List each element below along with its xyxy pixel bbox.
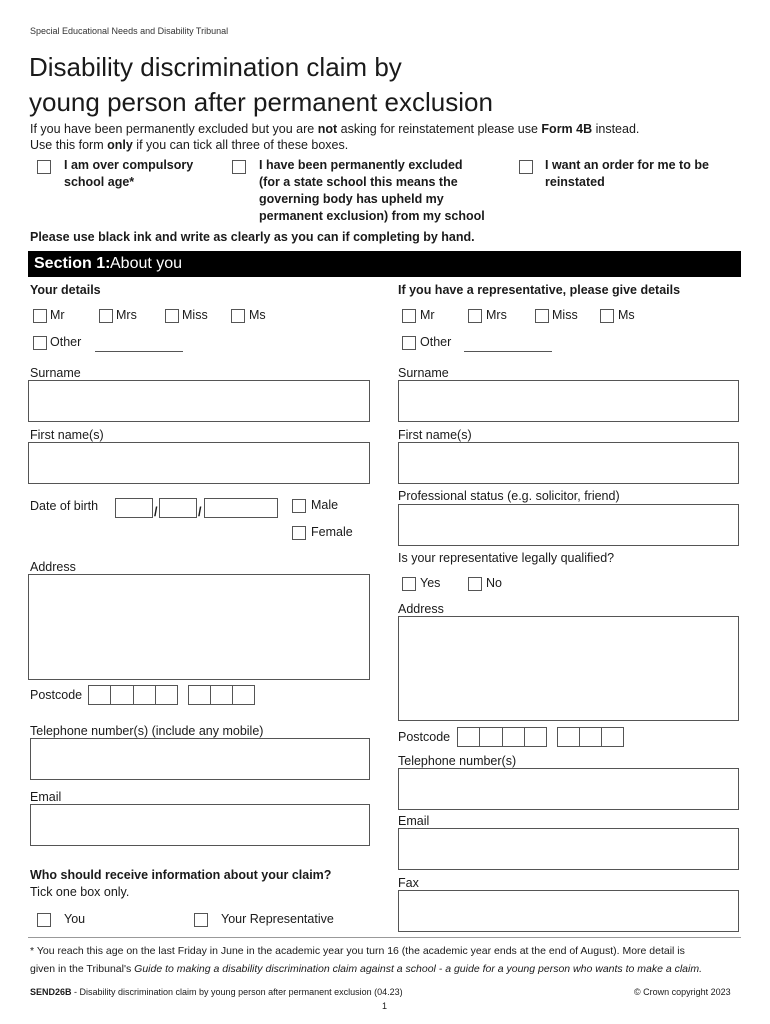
rep-professional-status-field[interactable] bbox=[398, 504, 739, 546]
section-number: Section 1: bbox=[34, 255, 111, 272]
rep-title-ms-label: Ms bbox=[618, 308, 635, 322]
title-miss-label: Miss bbox=[182, 308, 208, 322]
rep-qualified-no-label: No bbox=[486, 576, 502, 590]
footer-form-desc: - Disability discrimination claim by young person after permanent exclusion (04.23) bbox=[71, 987, 403, 997]
tick-one-instruction: Tick one box only. bbox=[30, 885, 130, 899]
telephone-label: Telephone number(s) (include any mobile) bbox=[30, 724, 264, 738]
footer-form-description bbox=[30, 987, 403, 997]
criteria-reinstated-label-1: I want an order for me to be bbox=[545, 158, 709, 172]
intro-text-post: instead. bbox=[592, 122, 640, 136]
intro2-text-post: if you can tick all three of these boxes. bbox=[132, 138, 349, 152]
rep-professional-status-label: Professional status (e.g. solicitor, friend) bbox=[398, 489, 620, 503]
page-number: 1 bbox=[382, 1001, 388, 1011]
rep-title-mrs-label: Mrs bbox=[486, 308, 507, 322]
rep-qualified-yes-label: Yes bbox=[420, 576, 441, 590]
form-title-line-1: Disability discrimination claim by bbox=[29, 52, 402, 82]
criteria-checkbox-reinstated[interactable] bbox=[519, 160, 533, 174]
rep-postcode-outward-field[interactable] bbox=[457, 727, 547, 747]
rep-address-label: Address bbox=[398, 602, 444, 616]
rep-qualified-no-checkbox[interactable] bbox=[468, 577, 482, 591]
rep-surname-field[interactable] bbox=[398, 380, 739, 422]
rep-fax-field[interactable] bbox=[398, 890, 739, 932]
title-mr-checkbox[interactable] bbox=[33, 309, 47, 323]
intro-text-mid: asking for reinstatement please use bbox=[337, 122, 542, 136]
rep-fax-label: Fax bbox=[398, 876, 419, 890]
rep-first-names-field[interactable] bbox=[398, 442, 739, 484]
postcode-label: Postcode bbox=[30, 688, 83, 702]
rep-first-names-label: First name(s) bbox=[398, 428, 472, 442]
section-title: About you bbox=[110, 255, 183, 272]
criteria-excluded-label-3: governing body has upheld my bbox=[259, 192, 444, 206]
footer-copyright: © Crown copyright 2023 bbox=[634, 987, 731, 997]
criteria-excluded-label-2: (for a state school this means the bbox=[259, 175, 458, 189]
dob-slash-2: / bbox=[198, 505, 202, 519]
receive-representative-label: Your Representative bbox=[221, 912, 334, 926]
female-label: Female bbox=[311, 525, 353, 539]
rep-email-field[interactable] bbox=[398, 828, 739, 870]
male-checkbox[interactable] bbox=[292, 499, 306, 513]
rep-title-miss-label: Miss bbox=[552, 308, 578, 322]
footnote-line-1: * You reach this age on the last Friday in June in the academic year you turn 16 (the academic year ends at the end of August). More detail is bbox=[30, 945, 685, 957]
receive-you-label: You bbox=[64, 912, 86, 926]
rep-title-ms-checkbox[interactable] bbox=[600, 309, 614, 323]
rep-postcode-inward-field[interactable] bbox=[557, 727, 624, 747]
dob-label: Date of birth bbox=[30, 499, 99, 513]
your-details-heading: Your details bbox=[30, 283, 101, 297]
ink-note: Please use black ink and write as clearly as you can if completing by hand. bbox=[30, 230, 475, 244]
footnote-divider bbox=[28, 937, 741, 938]
rep-legally-qualified-question: Is your representative legally qualified? bbox=[398, 551, 615, 565]
title-other-field[interactable] bbox=[95, 351, 183, 352]
telephone-field[interactable] bbox=[30, 738, 370, 780]
rep-title-mr-checkbox[interactable] bbox=[402, 309, 416, 323]
receive-representative-checkbox[interactable] bbox=[194, 913, 208, 927]
dob-slash-1: / bbox=[154, 505, 158, 519]
intro2-bold-only: only bbox=[107, 138, 133, 152]
footnote-line-2-text: given in the Tribunal's bbox=[30, 963, 135, 975]
title-other-checkbox[interactable] bbox=[33, 336, 47, 350]
title-mr-label: Mr bbox=[50, 308, 65, 322]
who-receive-question: Who should receive information about your claim? bbox=[30, 868, 332, 882]
intro-bold-form: Form 4B bbox=[541, 122, 593, 136]
postcode-inward-field[interactable] bbox=[188, 685, 255, 705]
footnote-line-2 bbox=[30, 963, 702, 975]
dob-day-field[interactable] bbox=[115, 498, 153, 518]
rep-title-other-checkbox[interactable] bbox=[402, 336, 416, 350]
intro-bold-not: not bbox=[317, 122, 338, 136]
email-label: Email bbox=[30, 790, 62, 804]
rep-telephone-label: Telephone number(s) bbox=[398, 754, 517, 768]
criteria-excluded-label-4: permanent exclusion) from my school bbox=[259, 209, 485, 223]
title-mrs-label: Mrs bbox=[116, 308, 137, 322]
intro-line-1 bbox=[30, 122, 639, 136]
intro-line-2 bbox=[30, 138, 348, 152]
rep-qualified-yes-checkbox[interactable] bbox=[402, 577, 416, 591]
email-field[interactable] bbox=[30, 804, 370, 846]
title-ms-label: Ms bbox=[249, 308, 266, 322]
criteria-checkbox-age[interactable] bbox=[37, 160, 51, 174]
criteria-age-label-2: school age* bbox=[64, 175, 135, 189]
rep-title-other-label: Other bbox=[420, 335, 452, 349]
tribunal-name: Special Educational Needs and Disability Tribunal bbox=[30, 26, 229, 36]
section-header-bar bbox=[28, 251, 741, 277]
postcode-outward-field[interactable] bbox=[88, 685, 178, 705]
criteria-reinstated-label-2: reinstated bbox=[545, 175, 605, 189]
title-ms-checkbox[interactable] bbox=[231, 309, 245, 323]
footnote-guide-title: Guide to making a disability discrimination claim against a school - a guide for a young person who wants to make a claim. bbox=[134, 963, 703, 975]
first-names-label: First name(s) bbox=[30, 428, 104, 442]
rep-title-mr-label: Mr bbox=[420, 308, 435, 322]
intro-text: If you have been permanently excluded but you are bbox=[30, 122, 318, 136]
intro2-text: Use this form bbox=[30, 138, 108, 152]
rep-title-miss-checkbox[interactable] bbox=[535, 309, 549, 323]
male-label: Male bbox=[311, 498, 339, 512]
title-miss-checkbox[interactable] bbox=[165, 309, 179, 323]
surname-label: Surname bbox=[30, 366, 81, 380]
rep-title-other-field[interactable] bbox=[464, 351, 552, 352]
rep-surname-label: Surname bbox=[398, 366, 449, 380]
rep-address-field[interactable] bbox=[398, 616, 739, 721]
address-field[interactable] bbox=[28, 574, 370, 680]
rep-postcode-label: Postcode bbox=[398, 730, 451, 744]
receive-you-checkbox[interactable] bbox=[37, 913, 51, 927]
criteria-excluded-label-1: I have been permanently excluded bbox=[259, 158, 463, 172]
representative-heading: If you have a representative, please give details bbox=[398, 283, 681, 297]
surname-field[interactable] bbox=[28, 380, 370, 422]
rep-email-label: Email bbox=[398, 814, 430, 828]
dob-month-field[interactable] bbox=[159, 498, 197, 518]
address-label: Address bbox=[30, 560, 76, 574]
first-names-field[interactable] bbox=[28, 442, 370, 484]
female-checkbox[interactable] bbox=[292, 526, 306, 540]
rep-title-mrs-checkbox[interactable] bbox=[468, 309, 482, 323]
rep-telephone-field[interactable] bbox=[398, 768, 739, 810]
footer-form-code: SEND26B bbox=[30, 987, 72, 997]
title-mrs-checkbox[interactable] bbox=[99, 309, 113, 323]
dob-year-field[interactable] bbox=[204, 498, 278, 518]
criteria-age-label-1: I am over compulsory bbox=[64, 158, 194, 172]
criteria-checkbox-excluded[interactable] bbox=[232, 160, 246, 174]
form-title-line-2: young person after permanent exclusion bbox=[29, 87, 493, 117]
title-other-label: Other bbox=[50, 335, 82, 349]
